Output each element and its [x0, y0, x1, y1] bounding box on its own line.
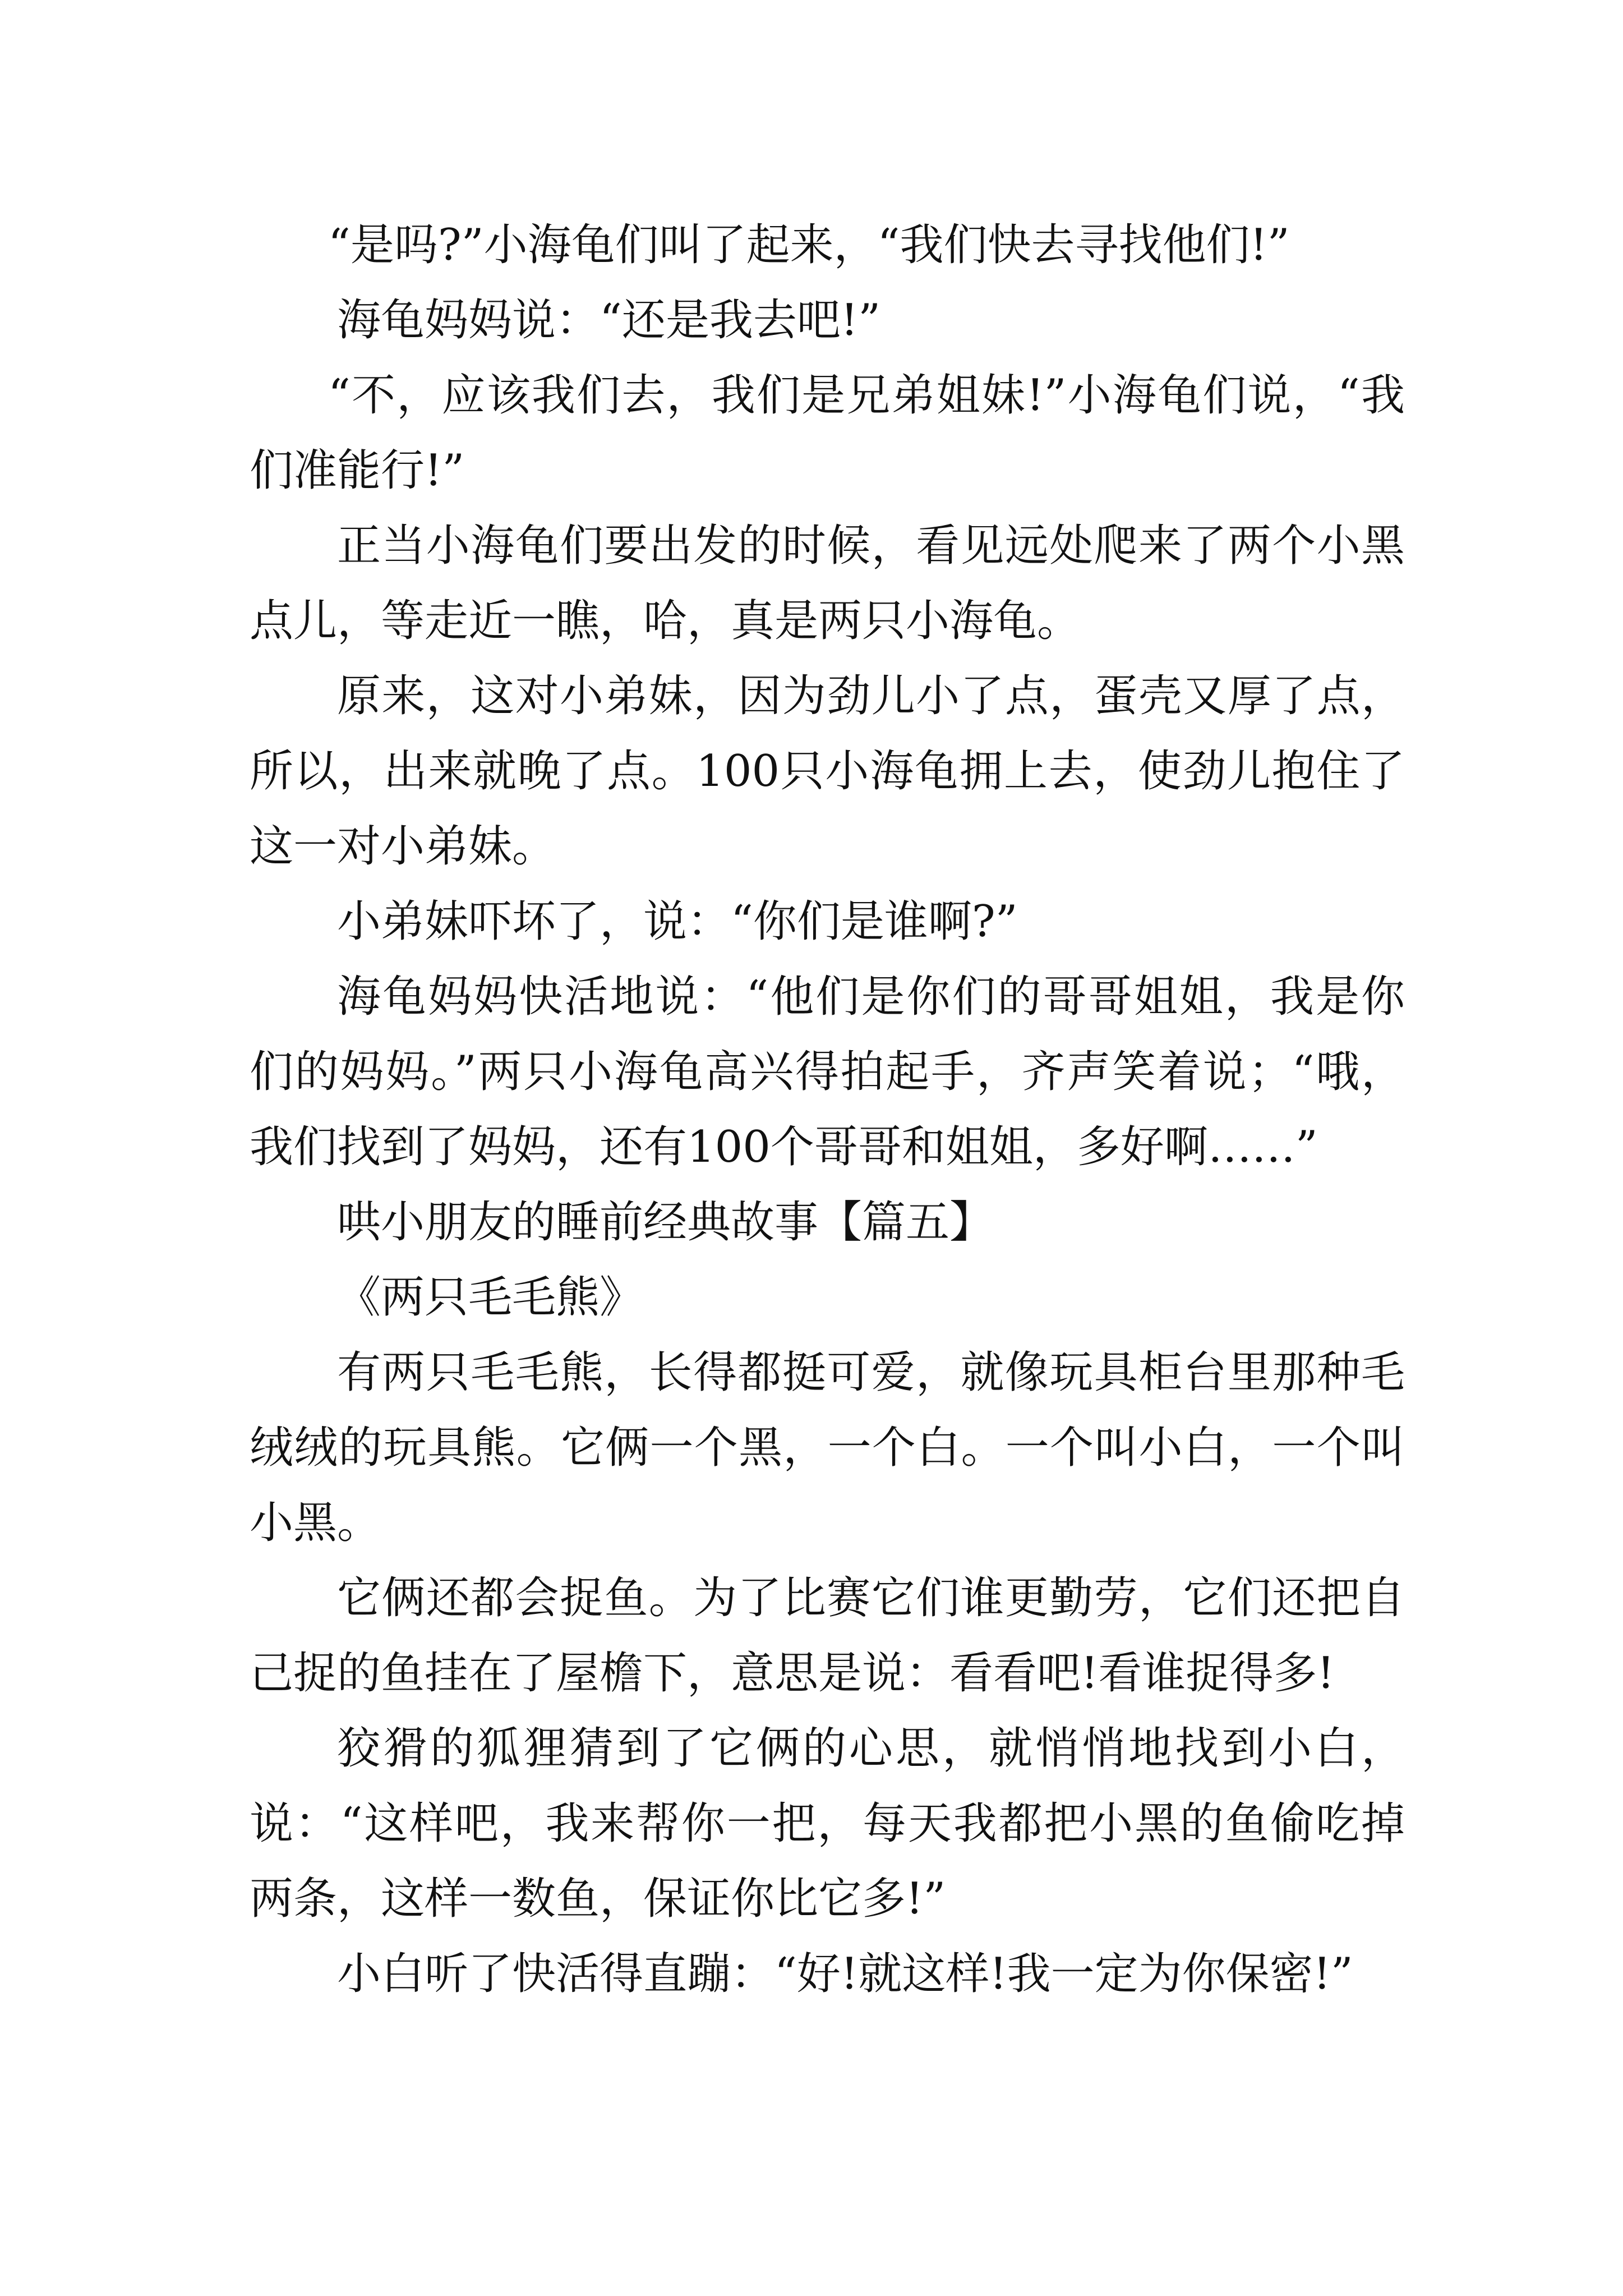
- paragraph: 海龟妈妈快活地说：“他们是你们的哥哥姐姐，我是你们的妈妈。”两只小海龟高兴得拍起手，齐声笑着说；“哦，我们找到了妈妈，还有100个哥哥和姐姐，多好啊……”: [250, 972, 1405, 1172]
- paragraph: 小弟妹吓坏了，说：“你们是谁啊?”: [337, 896, 1018, 947]
- paragraph: 海龟妈妈说：“还是我去吧!”: [337, 295, 881, 346]
- paragraph: 正当小海龟们要出发的时候，看见远处爬来了两个小黑点儿，等走近一瞧，哈，真是两只小海龟。: [250, 521, 1405, 646]
- paragraph: 有两只毛毛熊，长得都挺可爱，就像玩具柜台里那种毛绒绒的玩具熊。它俩一个黑，一个白。一个叫小白，一个叫小黑。: [250, 1347, 1405, 1548]
- paragraph: 狡猾的狐狸猜到了它俩的心思，就悄悄地找到小白，说：“这样吧，我来帮你一把，每天我都把小黑的鱼偷吃掉两条，这样一数鱼，保证你比它多!”: [250, 1723, 1405, 1924]
- paragraph: “是吗?”小海龟们叫了起来，“我们快去寻找他们!”: [328, 220, 1290, 270]
- section-heading: 哄小朋友的睡前经典故事【篇五】: [337, 1197, 994, 1248]
- paragraph: 原来，这对小弟妹，因为劲儿小了点，蛋壳又厚了点，所以，出来就晚了点。100只小海龟拥上去，使劲儿抱住了这一对小弟妹。: [250, 671, 1405, 872]
- paragraph: “不，应该我们去，我们是兄弟姐妹!”小海龟们说，“我们准能行!”: [250, 370, 1405, 496]
- story-text: [250, 208, 1405, 2012]
- story-title: 《两只毛毛熊》: [337, 1272, 644, 1323]
- paragraph: 小白听了快活得直蹦：“好!就这样!我一定为你保密!”: [337, 1949, 1353, 1999]
- paragraph: 它俩还都会捉鱼。为了比赛它们谁更勤劳，它们还把自己捉的鱼挂在了屋檐下，意思是说：看看吧!看谁捉得多!: [250, 1573, 1405, 1699]
